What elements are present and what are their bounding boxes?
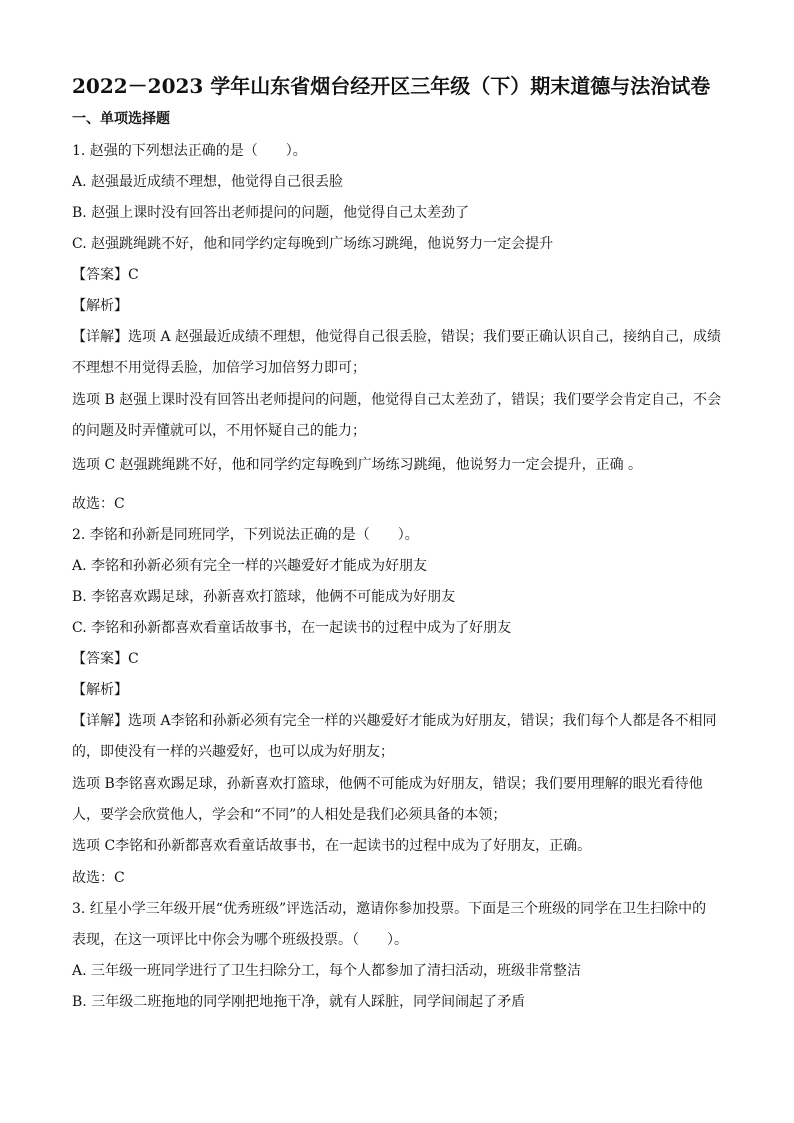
q2-detail-line: 的，即使没有一样的兴趣爱好，也可以成为好朋友； <box>72 744 394 760</box>
q1-option-c: C. 赵强跳绳跳不好，他和同学约定每晚到广场练习跳绳，他说努力一定会提升 <box>72 236 554 252</box>
q2-detail-line: 【详解】选项 A李铭和孙新必须有完全一样的兴趣爱好才能成为好朋友，错误；我们每个人都是各不相同 <box>72 713 717 729</box>
q3-stem-line: 3. 红星小学三年级开展“优秀班级”评选活动，邀请你参加投票。下面是三个班级的同学在卫生扫除中的 <box>72 901 707 917</box>
q2-answer: 【答案】C <box>72 651 139 667</box>
q3-option-a: A. 三年级一班同学进行了卫生扫除分工，每个人都参加了清扫活动，班级非常整洁 <box>72 963 582 979</box>
q1-stem: 1. 赵强的下列想法正确的是（ ）。 <box>72 143 307 159</box>
q2-detail-line: 人，要学会欣赏他人，学会和“不同”的人相处是我们必须具备的本领； <box>72 807 507 823</box>
q1-option-a: A. 赵强最近成绩不理想，他觉得自己很丢脸 <box>72 174 344 190</box>
page-title: 2022－2023 学年山东省烟台经开区三年级（下）期末道德与法治试卷 <box>72 74 711 98</box>
q2-analysis-label: 【解析】 <box>72 682 128 698</box>
q2-option-c: C. 李铭和孙新都喜欢看童话故事书，在一起读书的过程中成为了好朋友 <box>72 620 512 636</box>
q1-detail-line: 【详解】选项 A 赵强最近成绩不理想，他觉得自己很丢脸，错误；我们要正确认识自己，接纳自己，成绩 <box>72 329 722 345</box>
q1-detail-line: 选项 C 赵强跳绳跳不好，他和同学约定每晚到广场练习跳绳，他说努力一定会提升，正确 。 <box>72 457 643 473</box>
q1-detail-line: 不理想不用觉得丢脸，加倍学习加倍努力即可； <box>72 360 366 376</box>
q1-detail-line: 选项 B 赵强上课时没有回答出老师提问的问题，他觉得自己太差劲了，错误；我们要学会肯定自己，不会 <box>72 392 722 408</box>
q3-stem-line: 表现，在这一项评比中你会为哪个班级投票。（ ）。 <box>72 932 408 948</box>
q2-option-a: A. 李铭和孙新必须有完全一样的兴趣爱好才能成为好朋友 <box>72 558 428 574</box>
section-heading: 一、单项选择题 <box>72 111 170 127</box>
q2-stem: 2. 李铭和孙新是同班同学，下列说法正确的是（ ）。 <box>72 527 419 543</box>
q1-option-b: B. 赵强上课时没有回答出老师提问的问题，他觉得自己太差劲了 <box>72 205 470 221</box>
q2-detail-line: 选项 B李铭喜欢踢足球，孙新喜欢打篮球，他俩不可能成为好朋友，错误；我们要用理解的眼光看待他 <box>72 776 703 792</box>
q3-option-b: B. 三年级二班拖地的同学刚把地拖干净，就有人踩脏，同学间闹起了矛盾 <box>72 994 526 1010</box>
q1-choice: 故选：C <box>72 496 125 512</box>
q1-answer: 【答案】C <box>72 267 139 283</box>
q2-option-b: B. 李铭喜欢踢足球，孙新喜欢打篮球，他俩不可能成为好朋友 <box>72 589 456 605</box>
q2-choice: 故选：C <box>72 870 125 886</box>
q2-detail-line: 选项 C李铭和孙新都喜欢看童话故事书，在一起读书的过程中成为了好朋友，正确。 <box>72 838 592 854</box>
q1-analysis-label: 【解析】 <box>72 298 128 314</box>
q1-detail-line: 的问题及时弄懂就可以，不用怀疑自己的能力； <box>72 423 366 439</box>
